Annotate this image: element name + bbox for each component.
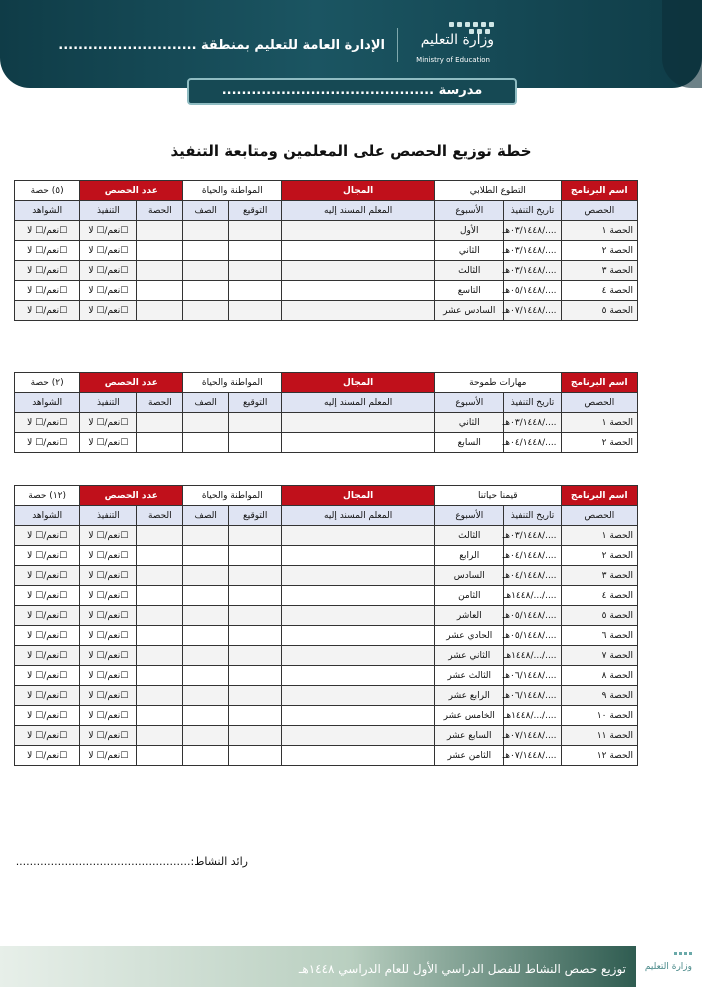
- teacher-cell[interactable]: [282, 666, 435, 686]
- signature-cell[interactable]: [229, 746, 282, 766]
- plan-table-3: [14, 485, 638, 766]
- execution-checkbox[interactable]: ☐نعم/☐ لا: [80, 281, 137, 301]
- execution-checkbox[interactable]: ☐نعم/☐ لا: [80, 586, 137, 606]
- week-cell: الثالث: [435, 261, 504, 281]
- signature-cell[interactable]: [229, 281, 282, 301]
- execution-checkbox[interactable]: ☐نعم/☐ لا: [80, 706, 137, 726]
- column-header: الصف: [183, 201, 229, 221]
- execution-checkbox[interactable]: ☐نعم/☐ لا: [80, 261, 137, 281]
- week-cell: الحادي عشر: [435, 626, 504, 646]
- date-cell: ..../٠٧/١٤٤٨هـ: [504, 726, 561, 746]
- evidence-checkbox[interactable]: ☐نعم/☐ لا: [15, 566, 80, 586]
- table-row: [15, 726, 638, 746]
- signature-cell[interactable]: [229, 586, 282, 606]
- domain-label: المجال: [282, 373, 435, 393]
- date-cell: ..../٠٧/١٤٤٨هـ: [504, 301, 561, 321]
- week-cell: السابع: [435, 433, 504, 453]
- period-cell: الحصة ١: [561, 221, 637, 241]
- class-cell[interactable]: [183, 726, 229, 746]
- program-name: التطوع الطلابي: [435, 181, 561, 201]
- class-cell[interactable]: [183, 666, 229, 686]
- execution-checkbox[interactable]: ☐نعم/☐ لا: [80, 301, 137, 321]
- teacher-cell[interactable]: [282, 706, 435, 726]
- session-cell[interactable]: [137, 281, 183, 301]
- session-cell[interactable]: [137, 646, 183, 666]
- table-row: [15, 281, 638, 301]
- session-cell[interactable]: [137, 301, 183, 321]
- period-cell: الحصة ٣: [561, 566, 637, 586]
- execution-checkbox[interactable]: ☐نعم/☐ لا: [80, 626, 137, 646]
- teacher-cell[interactable]: [282, 301, 435, 321]
- week-cell: الرابع عشر: [435, 686, 504, 706]
- column-header: الأسبوع: [435, 201, 504, 221]
- signature-cell[interactable]: [229, 241, 282, 261]
- evidence-checkbox[interactable]: ☐نعم/☐ لا: [15, 241, 80, 261]
- signature-cell[interactable]: [229, 646, 282, 666]
- signature-cell[interactable]: [229, 301, 282, 321]
- column-header: الحصة: [137, 393, 183, 413]
- table-row: [15, 586, 638, 606]
- class-cell[interactable]: [183, 646, 229, 666]
- execution-checkbox[interactable]: ☐نعم/☐ لا: [80, 546, 137, 566]
- date-cell: ..../٠٥/١٤٤٨هـ: [504, 281, 561, 301]
- period-cell: الحصة ١: [561, 413, 637, 433]
- table-row: [15, 241, 638, 261]
- teacher-cell[interactable]: [282, 746, 435, 766]
- date-cell: ..../٠٤/١٤٤٨هـ: [504, 433, 561, 453]
- table-row: [15, 261, 638, 281]
- period-cell: الحصة ٥: [561, 606, 637, 626]
- table-row: [15, 301, 638, 321]
- evidence-checkbox[interactable]: ☐نعم/☐ لا: [15, 526, 80, 546]
- column-header: التوقيع: [229, 393, 282, 413]
- column-header: التنفيذ: [80, 201, 137, 221]
- signature-cell[interactable]: [229, 686, 282, 706]
- column-header: تاريخ التنفيذ: [504, 393, 561, 413]
- execution-checkbox[interactable]: ☐نعم/☐ لا: [80, 646, 137, 666]
- session-cell[interactable]: [137, 546, 183, 566]
- date-cell: ..../.../١٤٤٨هـ: [504, 646, 561, 666]
- table-row: [15, 413, 638, 433]
- evidence-checkbox[interactable]: ☐نعم/☐ لا: [15, 546, 80, 566]
- evidence-checkbox[interactable]: ☐نعم/☐ لا: [15, 626, 80, 646]
- teacher-cell[interactable]: [282, 526, 435, 546]
- column-header: الصف: [183, 393, 229, 413]
- week-cell: العاشر: [435, 606, 504, 626]
- program-info-row: [15, 486, 638, 506]
- school-name-tab: مدرسة ...........................................: [187, 78, 517, 105]
- signature-cell[interactable]: [229, 666, 282, 686]
- session-cell[interactable]: [137, 413, 183, 433]
- teacher-cell[interactable]: [282, 606, 435, 626]
- execution-checkbox[interactable]: ☐نعم/☐ لا: [80, 221, 137, 241]
- signature-cell[interactable]: [229, 546, 282, 566]
- column-header: الشواهد: [15, 201, 80, 221]
- column-header: التوقيع: [229, 506, 282, 526]
- week-cell: الثاني: [435, 413, 504, 433]
- week-cell: الثامن: [435, 586, 504, 606]
- domain-label: المجال: [282, 486, 435, 506]
- execution-checkbox[interactable]: ☐نعم/☐ لا: [80, 606, 137, 626]
- session-cell[interactable]: [137, 586, 183, 606]
- class-cell[interactable]: [183, 566, 229, 586]
- column-header: المعلم المسند إليه: [282, 393, 435, 413]
- class-cell[interactable]: [183, 261, 229, 281]
- domain-label: المجال: [282, 181, 435, 201]
- period-cell: الحصة ٤: [561, 281, 637, 301]
- teacher-cell[interactable]: [282, 626, 435, 646]
- evidence-checkbox[interactable]: ☐نعم/☐ لا: [15, 413, 80, 433]
- week-cell: الرابع: [435, 546, 504, 566]
- class-cell[interactable]: [183, 686, 229, 706]
- program-info-row: [15, 181, 638, 201]
- table-row: [15, 546, 638, 566]
- domain-value: المواطنة والحياة: [183, 181, 282, 201]
- period-cell: الحصة ٤: [561, 586, 637, 606]
- teacher-cell[interactable]: [282, 586, 435, 606]
- evidence-checkbox[interactable]: ☐نعم/☐ لا: [15, 586, 80, 606]
- session-cell[interactable]: [137, 566, 183, 586]
- logo-text-en: Ministry of Education: [416, 56, 490, 64]
- date-cell: ..../٠٥/١٤٤٨هـ: [504, 626, 561, 646]
- period-cell: الحصة ٥: [561, 301, 637, 321]
- page-title: خطة توزيع الحصص على المعلمين ومتابعة التنفيذ: [170, 142, 532, 160]
- signature-cell[interactable]: [229, 626, 282, 646]
- week-cell: الثالث: [435, 526, 504, 546]
- period-cell: الحصة ٢: [561, 241, 637, 261]
- program-label: اسم البرنامج: [561, 373, 637, 393]
- date-cell: ..../٠٦/١٤٤٨هـ: [504, 686, 561, 706]
- week-cell: الخامس عشر: [435, 706, 504, 726]
- session-cell[interactable]: [137, 626, 183, 646]
- column-header: الصف: [183, 506, 229, 526]
- region-line: الإدارة العامة للتعليم بمنطقة ............................: [58, 38, 385, 53]
- week-cell: الثامن عشر: [435, 746, 504, 766]
- date-cell: ..../٠٤/١٤٤٨هـ: [504, 566, 561, 586]
- execution-checkbox[interactable]: ☐نعم/☐ لا: [80, 746, 137, 766]
- table-row: [15, 626, 638, 646]
- evidence-checkbox[interactable]: ☐نعم/☐ لا: [15, 746, 80, 766]
- week-cell: الثاني عشر: [435, 646, 504, 666]
- evidence-checkbox[interactable]: ☐نعم/☐ لا: [15, 281, 80, 301]
- period-cell: الحصة ٢: [561, 546, 637, 566]
- period-cell: الحصة ١١: [561, 726, 637, 746]
- period-cell: الحصة ٢: [561, 433, 637, 453]
- evidence-checkbox[interactable]: ☐نعم/☐ لا: [15, 301, 80, 321]
- teacher-cell[interactable]: [282, 546, 435, 566]
- signature-cell[interactable]: [229, 726, 282, 746]
- count-label: عدد الحصص: [80, 486, 183, 506]
- column-header: الحصة: [137, 506, 183, 526]
- date-cell: ..../٠٣/١٤٤٨هـ: [504, 221, 561, 241]
- column-header: الحصة: [137, 201, 183, 221]
- execution-checkbox[interactable]: ☐نعم/☐ لا: [80, 726, 137, 746]
- program-label: اسم البرنامج: [561, 181, 637, 201]
- column-header-row: [15, 393, 638, 413]
- class-cell[interactable]: [183, 221, 229, 241]
- column-header: المعلم المسند إليه: [282, 201, 435, 221]
- evidence-checkbox[interactable]: ☐نعم/☐ لا: [15, 666, 80, 686]
- teacher-cell[interactable]: [282, 281, 435, 301]
- period-cell: الحصة ٧: [561, 646, 637, 666]
- period-cell: الحصة ٨: [561, 666, 637, 686]
- column-header: الحصص: [561, 393, 637, 413]
- class-cell[interactable]: [183, 526, 229, 546]
- date-cell: ..../٠٦/١٤٤٨هـ: [504, 666, 561, 686]
- date-cell: ..../.../١٤٤٨هـ: [504, 706, 561, 726]
- session-cell[interactable]: [137, 241, 183, 261]
- count-value: (١٢) حصة: [15, 486, 80, 506]
- date-cell: ..../٠٤/١٤٤٨هـ: [504, 546, 561, 566]
- teacher-cell[interactable]: [282, 413, 435, 433]
- date-cell: ..../.../١٤٤٨هـ: [504, 586, 561, 606]
- class-cell[interactable]: [183, 546, 229, 566]
- session-cell[interactable]: [137, 606, 183, 626]
- header-edge-decoration: [662, 0, 702, 88]
- evidence-checkbox[interactable]: ☐نعم/☐ لا: [15, 706, 80, 726]
- program-name: مهارات طموحة: [435, 373, 561, 393]
- session-cell[interactable]: [137, 261, 183, 281]
- count-value: (٥) حصة: [15, 181, 80, 201]
- footer-logo-text: وزارة التعليم: [644, 962, 692, 972]
- session-cell[interactable]: [137, 726, 183, 746]
- column-header-row: [15, 506, 638, 526]
- column-header: الأسبوع: [435, 506, 504, 526]
- teacher-cell[interactable]: [282, 646, 435, 666]
- table-row: [15, 526, 638, 546]
- header-banner: [0, 0, 702, 88]
- column-header: الشواهد: [15, 506, 80, 526]
- class-cell[interactable]: [183, 433, 229, 453]
- evidence-checkbox[interactable]: ☐نعم/☐ لا: [15, 433, 80, 453]
- signature-cell[interactable]: [229, 706, 282, 726]
- evidence-checkbox[interactable]: ☐نعم/☐ لا: [15, 726, 80, 746]
- class-cell[interactable]: [183, 586, 229, 606]
- count-label: عدد الحصص: [80, 181, 183, 201]
- session-cell[interactable]: [137, 686, 183, 706]
- session-cell[interactable]: [137, 666, 183, 686]
- week-cell: الأول: [435, 221, 504, 241]
- execution-checkbox[interactable]: ☐نعم/☐ لا: [80, 566, 137, 586]
- table-row: [15, 746, 638, 766]
- period-cell: الحصة ١٢: [561, 746, 637, 766]
- signature-cell[interactable]: [229, 606, 282, 626]
- program-name: قيمنا حياتنا: [435, 486, 561, 506]
- footer-ministry-logo: [646, 952, 692, 982]
- table-row: [15, 646, 638, 666]
- session-cell[interactable]: [137, 526, 183, 546]
- table-row: [15, 706, 638, 726]
- date-cell: ..../٠٣/١٤٤٨هـ: [504, 413, 561, 433]
- period-cell: الحصة ٩: [561, 686, 637, 706]
- footer-text: توزيع حصص النشاط للفصل الدراسي الأول للعام الدراسي ١٤٤٨هـ: [298, 962, 626, 976]
- execution-checkbox[interactable]: ☐نعم/☐ لا: [80, 241, 137, 261]
- teacher-cell[interactable]: [282, 726, 435, 746]
- ministry-logo: [402, 18, 494, 70]
- date-cell: ..../٠٧/١٤٤٨هـ: [504, 746, 561, 766]
- column-header: تاريخ التنفيذ: [504, 201, 561, 221]
- execution-checkbox[interactable]: ☐نعم/☐ لا: [80, 686, 137, 706]
- column-header: التنفيذ: [80, 506, 137, 526]
- date-cell: ..../٠٣/١٤٤٨هـ: [504, 261, 561, 281]
- signature-cell[interactable]: [229, 221, 282, 241]
- column-header: الحصص: [561, 201, 637, 221]
- class-cell[interactable]: [183, 606, 229, 626]
- signature-cell[interactable]: [229, 433, 282, 453]
- activity-leader-line: رائد النشاط:..................................................: [15, 855, 248, 868]
- execution-checkbox[interactable]: ☐نعم/☐ لا: [80, 666, 137, 686]
- signature-cell[interactable]: [229, 566, 282, 586]
- period-cell: الحصة ٣: [561, 261, 637, 281]
- class-cell[interactable]: [183, 281, 229, 301]
- table-row: [15, 606, 638, 626]
- week-cell: السادس عشر: [435, 301, 504, 321]
- class-cell[interactable]: [183, 413, 229, 433]
- evidence-checkbox[interactable]: ☐نعم/☐ لا: [15, 261, 80, 281]
- program-label: اسم البرنامج: [561, 486, 637, 506]
- session-cell[interactable]: [137, 746, 183, 766]
- program-info-row: [15, 373, 638, 393]
- execution-checkbox[interactable]: ☐نعم/☐ لا: [80, 526, 137, 546]
- signature-cell[interactable]: [229, 413, 282, 433]
- signature-cell[interactable]: [229, 261, 282, 281]
- week-cell: الثالث عشر: [435, 666, 504, 686]
- teacher-cell[interactable]: [282, 221, 435, 241]
- logo-divider: [397, 28, 398, 62]
- week-cell: التاسع: [435, 281, 504, 301]
- evidence-checkbox[interactable]: ☐نعم/☐ لا: [15, 646, 80, 666]
- evidence-checkbox[interactable]: ☐نعم/☐ لا: [15, 221, 80, 241]
- column-header: التوقيع: [229, 201, 282, 221]
- column-header: المعلم المسند إليه: [282, 506, 435, 526]
- column-header-row: [15, 201, 638, 221]
- evidence-checkbox[interactable]: ☐نعم/☐ لا: [15, 686, 80, 706]
- table-row: [15, 221, 638, 241]
- period-cell: الحصة ١: [561, 526, 637, 546]
- date-cell: ..../٠٣/١٤٤٨هـ: [504, 526, 561, 546]
- teacher-cell[interactable]: [282, 686, 435, 706]
- column-header: الشواهد: [15, 393, 80, 413]
- logo-text-ar: وزارة التعليم: [420, 32, 494, 48]
- plan-table-2: [14, 372, 638, 453]
- evidence-checkbox[interactable]: ☐نعم/☐ لا: [15, 606, 80, 626]
- class-cell[interactable]: [183, 241, 229, 261]
- table-row: [15, 566, 638, 586]
- teacher-cell[interactable]: [282, 241, 435, 261]
- domain-value: المواطنة والحياة: [183, 373, 282, 393]
- table-row: [15, 433, 638, 453]
- column-header: تاريخ التنفيذ: [504, 506, 561, 526]
- plan-table-1: [14, 180, 638, 321]
- teacher-cell[interactable]: [282, 433, 435, 453]
- session-cell[interactable]: [137, 433, 183, 453]
- class-cell[interactable]: [183, 626, 229, 646]
- period-cell: الحصة ٦: [561, 626, 637, 646]
- signature-cell[interactable]: [229, 526, 282, 546]
- week-cell: السابع عشر: [435, 726, 504, 746]
- column-header: الأسبوع: [435, 393, 504, 413]
- class-cell[interactable]: [183, 301, 229, 321]
- class-cell[interactable]: [183, 706, 229, 726]
- execution-checkbox[interactable]: ☐نعم/☐ لا: [80, 433, 137, 453]
- column-header: التنفيذ: [80, 393, 137, 413]
- week-cell: السادس: [435, 566, 504, 586]
- teacher-cell[interactable]: [282, 566, 435, 586]
- column-header: الحصص: [561, 506, 637, 526]
- period-cell: الحصة ١٠: [561, 706, 637, 726]
- table-row: [15, 686, 638, 706]
- date-cell: ..../٠٥/١٤٤٨هـ: [504, 606, 561, 626]
- session-cell[interactable]: [137, 221, 183, 241]
- class-cell[interactable]: [183, 746, 229, 766]
- session-cell[interactable]: [137, 706, 183, 726]
- count-label: عدد الحصص: [80, 373, 183, 393]
- domain-value: المواطنة والحياة: [183, 486, 282, 506]
- date-cell: ..../٠٣/١٤٤٨هـ: [504, 241, 561, 261]
- execution-checkbox[interactable]: ☐نعم/☐ لا: [80, 413, 137, 433]
- teacher-cell[interactable]: [282, 261, 435, 281]
- count-value: (٢) حصة: [15, 373, 80, 393]
- week-cell: الثاني: [435, 241, 504, 261]
- table-row: [15, 666, 638, 686]
